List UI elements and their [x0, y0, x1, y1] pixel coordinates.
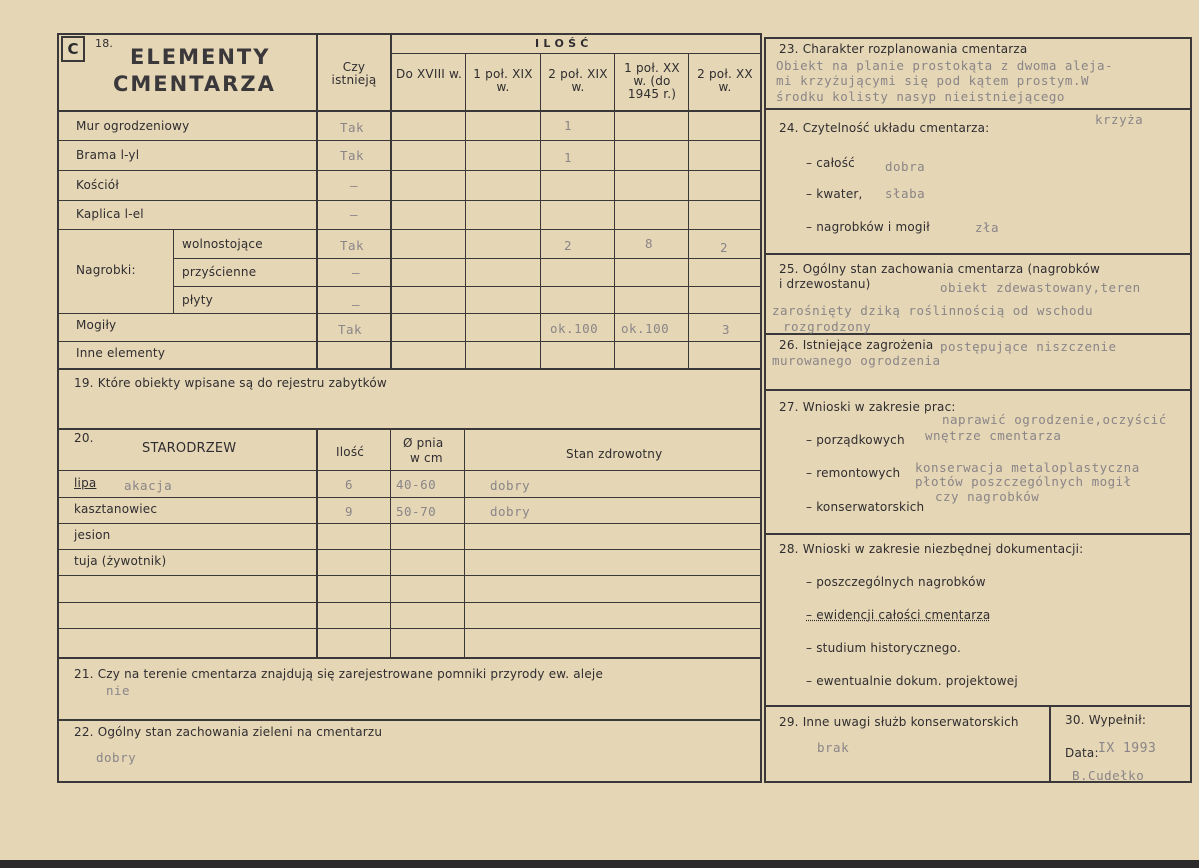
q27-answer-5: czy nagrobków [935, 489, 1040, 504]
rule [57, 313, 762, 314]
row-mur-label: Mur ogrodzeniowy [76, 119, 190, 133]
q23-answer-line1: Obiekt na planie prostokąta z dwoma aleja- [776, 58, 1114, 73]
q24-calosc-value: dobra [885, 159, 926, 174]
tree-kasztanowiec-stan: dobry [490, 504, 531, 519]
rule [57, 719, 762, 721]
rule [614, 53, 615, 370]
q25-label-line2: i drzewostanu) [779, 277, 871, 291]
q22-label: 22. Ogólny stan zachowania zieleni na cmentarzu [74, 725, 383, 739]
row-brama-2polxix: 1 [564, 150, 573, 165]
q23-answer-tail: krzyża [1095, 112, 1144, 127]
signature: B.Cudełko [1072, 768, 1145, 783]
rule [57, 229, 762, 230]
starodrzew-pnia-col-2: w cm [410, 451, 443, 465]
date-value: IX 1993 [1098, 741, 1157, 756]
rule [764, 533, 1192, 535]
nagrobki-plyty-label: płyty [182, 293, 213, 307]
starodrzew-title: STARODRZEW [142, 441, 237, 456]
ilosc-header: I L O Ś Ć [535, 37, 589, 50]
q26-answer-line1: postępujące niszczenie [940, 339, 1117, 354]
mogily-label: Mogiły [76, 318, 117, 332]
rule [57, 628, 762, 629]
row-mur-czy: Tak [340, 120, 365, 135]
q21-label: 21. Czy na terenie cmentarza znajdują się zarejestrowane pomniki przyrody ew. aleje [74, 667, 604, 681]
section-title-line2: CMENTARZA [113, 72, 276, 96]
q24-nagrobkow-label: – nagrobków i mogił [806, 220, 930, 234]
q24-kwater-label: – kwater, [806, 187, 863, 201]
rule [57, 33, 762, 35]
rule [316, 33, 318, 370]
row-kaplica-label: Kaplica l-el [76, 207, 144, 221]
q28-item-1: – poszczególnych nagrobków [806, 575, 986, 589]
q25-answer-line3: rozgrodzony [783, 319, 872, 334]
rule [57, 549, 762, 550]
rule [1190, 37, 1192, 783]
rule [173, 229, 174, 314]
q28-item-2: – ewidencji całości cmentarza [806, 608, 991, 622]
tree-kasztanowiec-pnia: 50-70 [396, 504, 437, 519]
rule [57, 657, 762, 659]
rule [764, 705, 1192, 707]
starodrzew-ilosc-col: Ilość [336, 445, 365, 459]
q24-kwater-value: słaba [885, 186, 926, 201]
q27-konserwatorskich: – konserwatorskich [806, 500, 925, 514]
rule [764, 37, 766, 783]
tree-lipa-pnia: 40-60 [396, 477, 437, 492]
tree-jesion-label: jesion [74, 528, 111, 542]
q24-nagrobkow-value: zła [975, 220, 1000, 235]
q27-label: 27. Wnioski w zakresie prac: [779, 400, 956, 414]
q27-porzadkowych: – porządkowych [806, 433, 905, 447]
q26-label: 26. Istniejące zagrożenia [779, 338, 934, 352]
nagrobki-label: Nagrobki: [76, 263, 136, 277]
rule [57, 470, 762, 471]
rule [390, 33, 392, 370]
col-czy-istnieja: Czy istnieją [331, 60, 377, 87]
rule [760, 33, 762, 783]
rule [390, 53, 762, 54]
starodrzew-pnia-col-1: Ø pnia [403, 436, 444, 450]
row-kaplica-czy: – [350, 207, 359, 222]
row-brama-czy: Tak [340, 148, 365, 163]
q28-item-3: – studium historycznego. [806, 641, 961, 655]
q27-remontowych: – remontowych [806, 466, 901, 480]
q23-label: 23. Charakter rozplanowania cmentarza [779, 42, 1028, 56]
mogily-2polxix: ok.100 [550, 321, 599, 336]
rule [540, 53, 541, 370]
rule [57, 781, 762, 783]
nagrobki-wolnostojace-czy: Tak [340, 238, 365, 253]
tree-lipa-extra: akacja [124, 478, 173, 493]
q30-label: 30. Wypełnił: [1065, 713, 1147, 727]
rule [57, 33, 59, 783]
rule [57, 110, 762, 112]
nagrobki-wolnostojace-2polxix: 2 [564, 238, 573, 253]
q27-answer-2: wnętrze cmentarza [925, 428, 1062, 443]
tree-kasztanowiec-label: kasztanowiec [74, 502, 158, 516]
scan-edge [0, 860, 1199, 868]
rule [57, 170, 762, 171]
q20-number: 20. [74, 431, 94, 445]
nagrobki-przyscienne-czy: – [352, 265, 361, 280]
mogily-1polxx: ok.100 [621, 321, 670, 336]
row-brama-label: Brama l-yl [76, 148, 140, 162]
q22-answer: dobry [96, 750, 137, 765]
rule [764, 389, 1192, 391]
mogily-2polxx: 3 [722, 322, 731, 337]
rule [316, 428, 318, 658]
col-2pol-xix: 2 poł. XIX w. [548, 67, 608, 94]
tree-lipa-ilosc: 6 [345, 477, 354, 492]
tree-tuja-label: tuja (żywotnik) [74, 554, 167, 568]
row-mur-2polxix: 1 [564, 118, 573, 133]
rule [57, 575, 762, 576]
q21-answer: nie [106, 683, 131, 698]
q25-label-line1: 25. Ogólny stan zachowania cmentarza (nagrobków [779, 262, 1101, 276]
rule [1049, 705, 1051, 782]
q27-answer-3: konserwacja metaloplastyczna [915, 460, 1140, 475]
tree-lipa-stan: dobry [490, 478, 531, 493]
q19-label: 19. Które obiekty wpisane są do rejestru zabytków [74, 376, 387, 390]
section-title-line1: ELEMENTY [130, 45, 271, 69]
rule [57, 341, 762, 342]
rule [57, 368, 762, 370]
nagrobki-wolnostojace-1polxx: 8 [645, 236, 654, 251]
section-number: 18. [95, 37, 114, 50]
rule [57, 497, 762, 498]
nagrobki-plyty-czy: – [352, 297, 361, 312]
q23-answer-line2: mi krzyżującymi się pod kątem prostym.W [776, 73, 1089, 88]
tree-kasztanowiec-ilosc: 9 [345, 504, 354, 519]
q28-item-4: – ewentualnie dokum. projektowej [806, 674, 1018, 688]
q25-answer-line1: obiekt zdewastowany,teren [940, 280, 1141, 295]
rule [57, 428, 762, 430]
rule [57, 200, 762, 201]
q25-answer-line2: zarośnięty dziką roślinnością od wschodu [772, 303, 1094, 318]
nagrobki-przyscienne-label: przyścienne [182, 265, 257, 279]
rule [57, 602, 762, 603]
inne-elementy-label: Inne elementy [76, 346, 166, 360]
rule [688, 53, 689, 370]
rule [173, 258, 762, 259]
q29-answer: brak [817, 740, 850, 755]
nagrobki-wolnostojace-label: wolnostojące [182, 237, 263, 251]
col-1pol-xix: 1 poł. XIX w. [473, 67, 533, 94]
rule [57, 140, 762, 141]
q26-answer-line2: murowanego ogrodzenia [772, 353, 941, 368]
section-code: C [61, 36, 85, 62]
rule [764, 253, 1192, 255]
date-label: Data: [1065, 746, 1099, 760]
col-do-xviii: Do XVIII w. [396, 67, 462, 81]
q27-answer-1: naprawić ogrodzenie,oczyścić [942, 412, 1167, 427]
starodrzew-stan-col: Stan zdrowotny [566, 447, 663, 461]
mogily-czy: Tak [338, 322, 363, 337]
row-kosciol-czy: – [350, 178, 359, 193]
col-2pol-xx: 2 poł. XX w. [697, 67, 753, 94]
col-1pol-xx: 1 poł. XX w. (do 1945 r.) [624, 61, 680, 101]
rule [764, 108, 1192, 110]
rule [764, 37, 1192, 39]
rule [464, 428, 465, 658]
tree-lipa-label: lipa [74, 476, 97, 490]
rule [465, 53, 466, 370]
q24-label: 24. Czytelność układu cmentarza: [779, 121, 990, 135]
rule [57, 523, 762, 524]
q27-answer-4: płotów poszczególnych mogił [915, 474, 1132, 489]
row-kosciol-label: Kościół [76, 178, 119, 192]
nagrobki-wolnostojace-2polxx: 2 [720, 240, 729, 255]
rule [390, 428, 391, 658]
q29-label: 29. Inne uwagi służb konserwatorskich [779, 715, 1019, 729]
q24-calosc-label: – całość [806, 156, 855, 170]
rule [173, 286, 762, 287]
q28-label: 28. Wnioski w zakresie niezbędnej dokumentacji: [779, 542, 1084, 556]
q23-answer-line3: środku kolisty nasyp nieistniejącego [776, 89, 1065, 104]
